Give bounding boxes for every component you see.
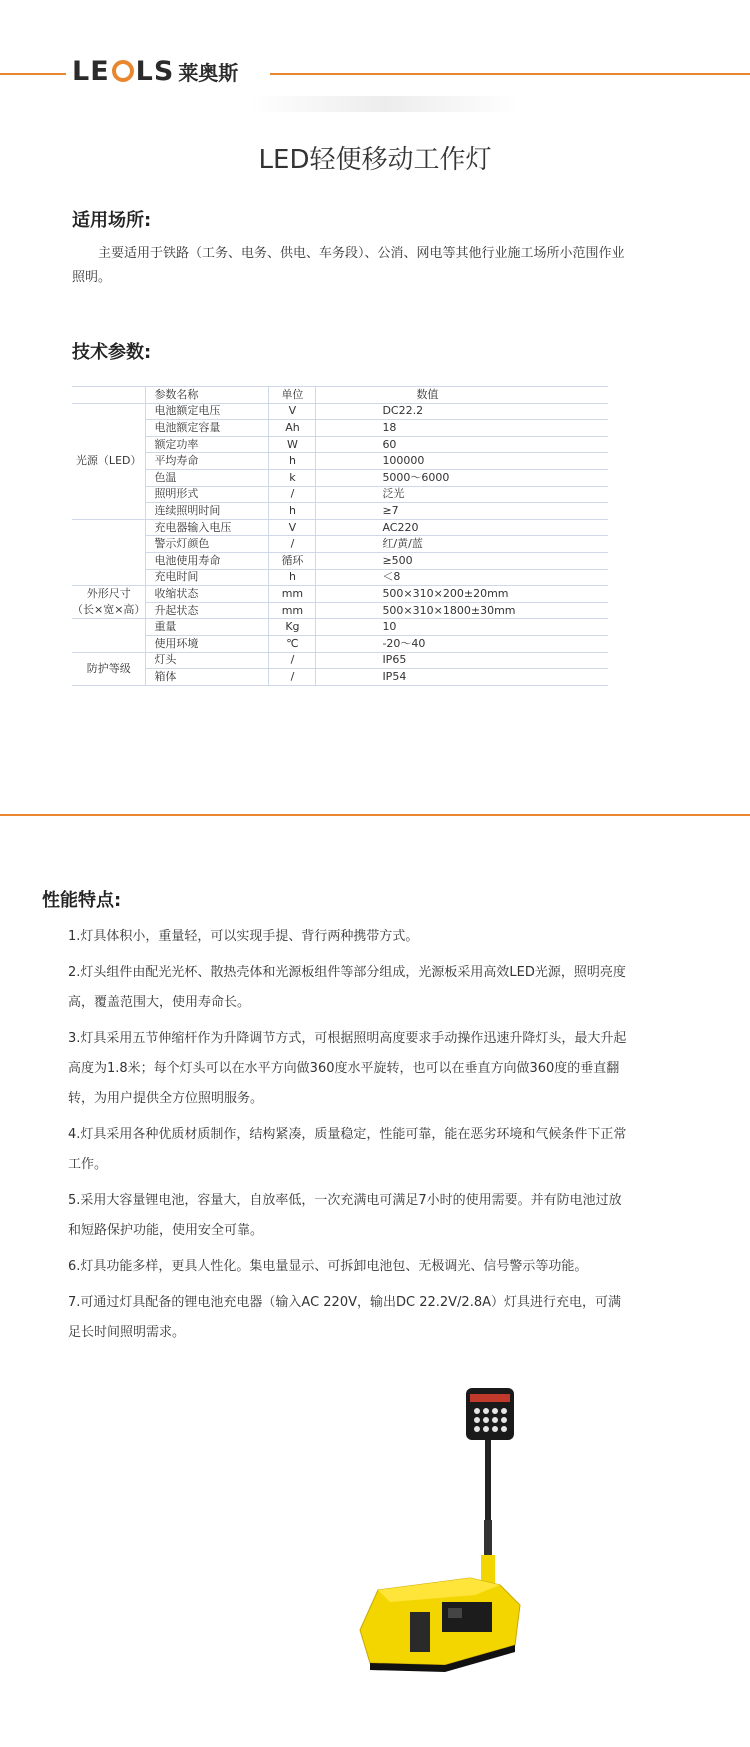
feature-item: 3.灯具采用五节伸缩杆作为升降调节方式，可根据照明高度要求手动操作迅速升降灯头，最大升起高度为1.8米；每个灯头可以在水平方向做360度水平旋转，也可以在垂直方向做360度的垂直翻转，为用户提供全方位照明服务。	[68, 1031, 627, 1106]
logo-text-left: LE	[72, 55, 110, 87]
spec-name: 警示灯颜色	[146, 536, 269, 553]
spec-name: 电池使用寿命	[146, 552, 269, 569]
spec-value: 100000	[316, 453, 608, 470]
spec-value: IP65	[316, 652, 608, 669]
table-row	[72, 403, 608, 420]
section-divider	[0, 814, 750, 816]
spec-name: 色温	[146, 469, 269, 486]
spec-name: 升起状态	[146, 602, 269, 619]
feature-item: 1.灯具体积小，重量轻，可以实现手提、背行两种携带方式。	[68, 929, 419, 944]
spec-value: 60	[316, 436, 608, 453]
spec-group-light-source: 光源（LED）	[72, 403, 146, 519]
usage-heading: 适用场所:	[72, 210, 152, 231]
spec-unit: 循环	[269, 552, 316, 569]
decorative-fade	[250, 96, 520, 112]
spec-unit: /	[269, 669, 316, 686]
brand-logo	[72, 56, 238, 86]
feature-item: 7.可通过灯具配备的锂电池充电器（输入AC 220V，输出DC 22.2V/2.8A）灯具进行充电，可满足长时间照明需求。	[68, 1295, 621, 1340]
spec-name: 电池额定电压	[146, 403, 269, 420]
features-list	[68, 922, 628, 1354]
spec-value: 10	[316, 619, 608, 636]
table-row	[72, 586, 608, 603]
feature-item: 2.灯头组件由配光光杯、散热壳体和光源板组件等部分组成，光源板采用高效LED光源，照明亮度高，覆盖范围大，使用寿命长。	[68, 965, 626, 1010]
spec-name: 额定功率	[146, 436, 269, 453]
spec-unit: W	[269, 436, 316, 453]
spec-value: ＜8	[316, 569, 608, 586]
spec-group-blank2	[72, 619, 146, 652]
table-row	[72, 669, 608, 686]
spec-header-name: 参数名称	[146, 387, 269, 404]
spec-unit: Ah	[269, 420, 316, 437]
header-rule-left	[0, 73, 66, 75]
spec-value: 18	[316, 420, 608, 437]
spec-group-blank	[72, 519, 146, 585]
table-row	[72, 420, 608, 437]
spec-name: 连续照明时间	[146, 503, 269, 520]
spec-unit: k	[269, 469, 316, 486]
spec-unit: h	[269, 503, 316, 520]
table-row	[72, 469, 608, 486]
table-row	[72, 536, 608, 553]
table-row	[72, 436, 608, 453]
spec-value: 500×310×1800±30mm	[316, 602, 608, 619]
spec-unit: V	[269, 519, 316, 536]
spec-group-dimensions-line1: 外形尺寸	[86, 587, 131, 601]
logo-text-cn: 莱奥斯	[178, 60, 239, 85]
logo-bulb-icon	[112, 60, 134, 82]
spec-name: 重量	[146, 619, 269, 636]
spec-group-protection: 防护等级	[72, 652, 146, 685]
spec-name: 使用环境	[146, 635, 269, 652]
spec-header-row	[72, 387, 608, 404]
spec-value: 红/黄/蓝	[316, 536, 608, 553]
spec-unit: /	[269, 486, 316, 503]
spec-value: ≥7	[316, 503, 608, 520]
tech-heading: 技术参数:	[72, 342, 152, 363]
spec-name: 电池额定容量	[146, 420, 269, 437]
spec-value: ≥500	[316, 552, 608, 569]
spec-value: DC22.2	[316, 403, 608, 420]
usage-text: 主要适用于铁路（工务、电务、供电、车务段）、公消、网电等其他行业施工场所小范围作业照明。	[72, 246, 625, 285]
spec-unit: h	[269, 453, 316, 470]
table-row	[72, 602, 608, 619]
spec-header-unit: 单位	[269, 387, 316, 404]
spec-name: 收缩状态	[146, 586, 269, 603]
spec-value: 500×310×200±20mm	[316, 586, 608, 603]
spec-header-group	[72, 387, 146, 404]
spec-group-dimensions	[72, 586, 146, 619]
spec-unit: ℃	[269, 635, 316, 652]
logo-text-right: LS	[135, 55, 175, 87]
spec-unit: mm	[269, 602, 316, 619]
table-row	[72, 635, 608, 652]
spec-unit: h	[269, 569, 316, 586]
spec-unit: Kg	[269, 619, 316, 636]
spec-table	[72, 386, 608, 686]
spec-name: 照明形式	[146, 486, 269, 503]
spec-value: 5000～6000	[316, 469, 608, 486]
table-row	[72, 619, 608, 636]
table-row	[72, 652, 608, 669]
feature-item: 6.灯具功能多样，更具人性化。集电量显示、可拆卸电池包、无极调光、信号警示等功能。	[68, 1259, 588, 1274]
spec-value: -20～40	[316, 635, 608, 652]
table-row	[72, 519, 608, 536]
table-row	[72, 453, 608, 470]
spec-unit: V	[269, 403, 316, 420]
spec-name: 充电时间	[146, 569, 269, 586]
spec-value: 泛光	[316, 486, 608, 503]
table-row	[72, 503, 608, 520]
spec-name: 充电器输入电压	[146, 519, 269, 536]
spec-value: IP54	[316, 669, 608, 686]
telescopic-pole	[485, 1440, 491, 1520]
spec-unit: mm	[269, 586, 316, 603]
spec-unit: /	[269, 652, 316, 669]
table-row	[72, 486, 608, 503]
table-row	[72, 552, 608, 569]
spec-header-value: 数值	[316, 387, 608, 404]
spec-name: 平均寿命	[146, 453, 269, 470]
page-title: LED轻便移动工作灯	[258, 145, 492, 175]
features-heading: 性能特点:	[42, 890, 122, 911]
table-row	[72, 569, 608, 586]
spec-name: 箱体	[146, 669, 269, 686]
spec-unit: /	[269, 536, 316, 553]
product-image	[350, 1380, 530, 1680]
spec-group-dimensions-line2: （长×宽×高）	[72, 603, 146, 617]
feature-item: 4.灯具采用各种优质材质制作，结构紧凑，质量稳定，性能可靠，能在恶劣环境和气候条件下正常工作。	[68, 1127, 627, 1172]
feature-item: 5.采用大容量锂电池，容量大，自放率低，一次充满电可满足7小时的使用需要。并有防电池过放和短路保护功能，使用安全可靠。	[68, 1193, 622, 1238]
header-rule-right	[270, 73, 750, 75]
spec-value: AC220	[316, 519, 608, 536]
spec-name: 灯头	[146, 652, 269, 669]
